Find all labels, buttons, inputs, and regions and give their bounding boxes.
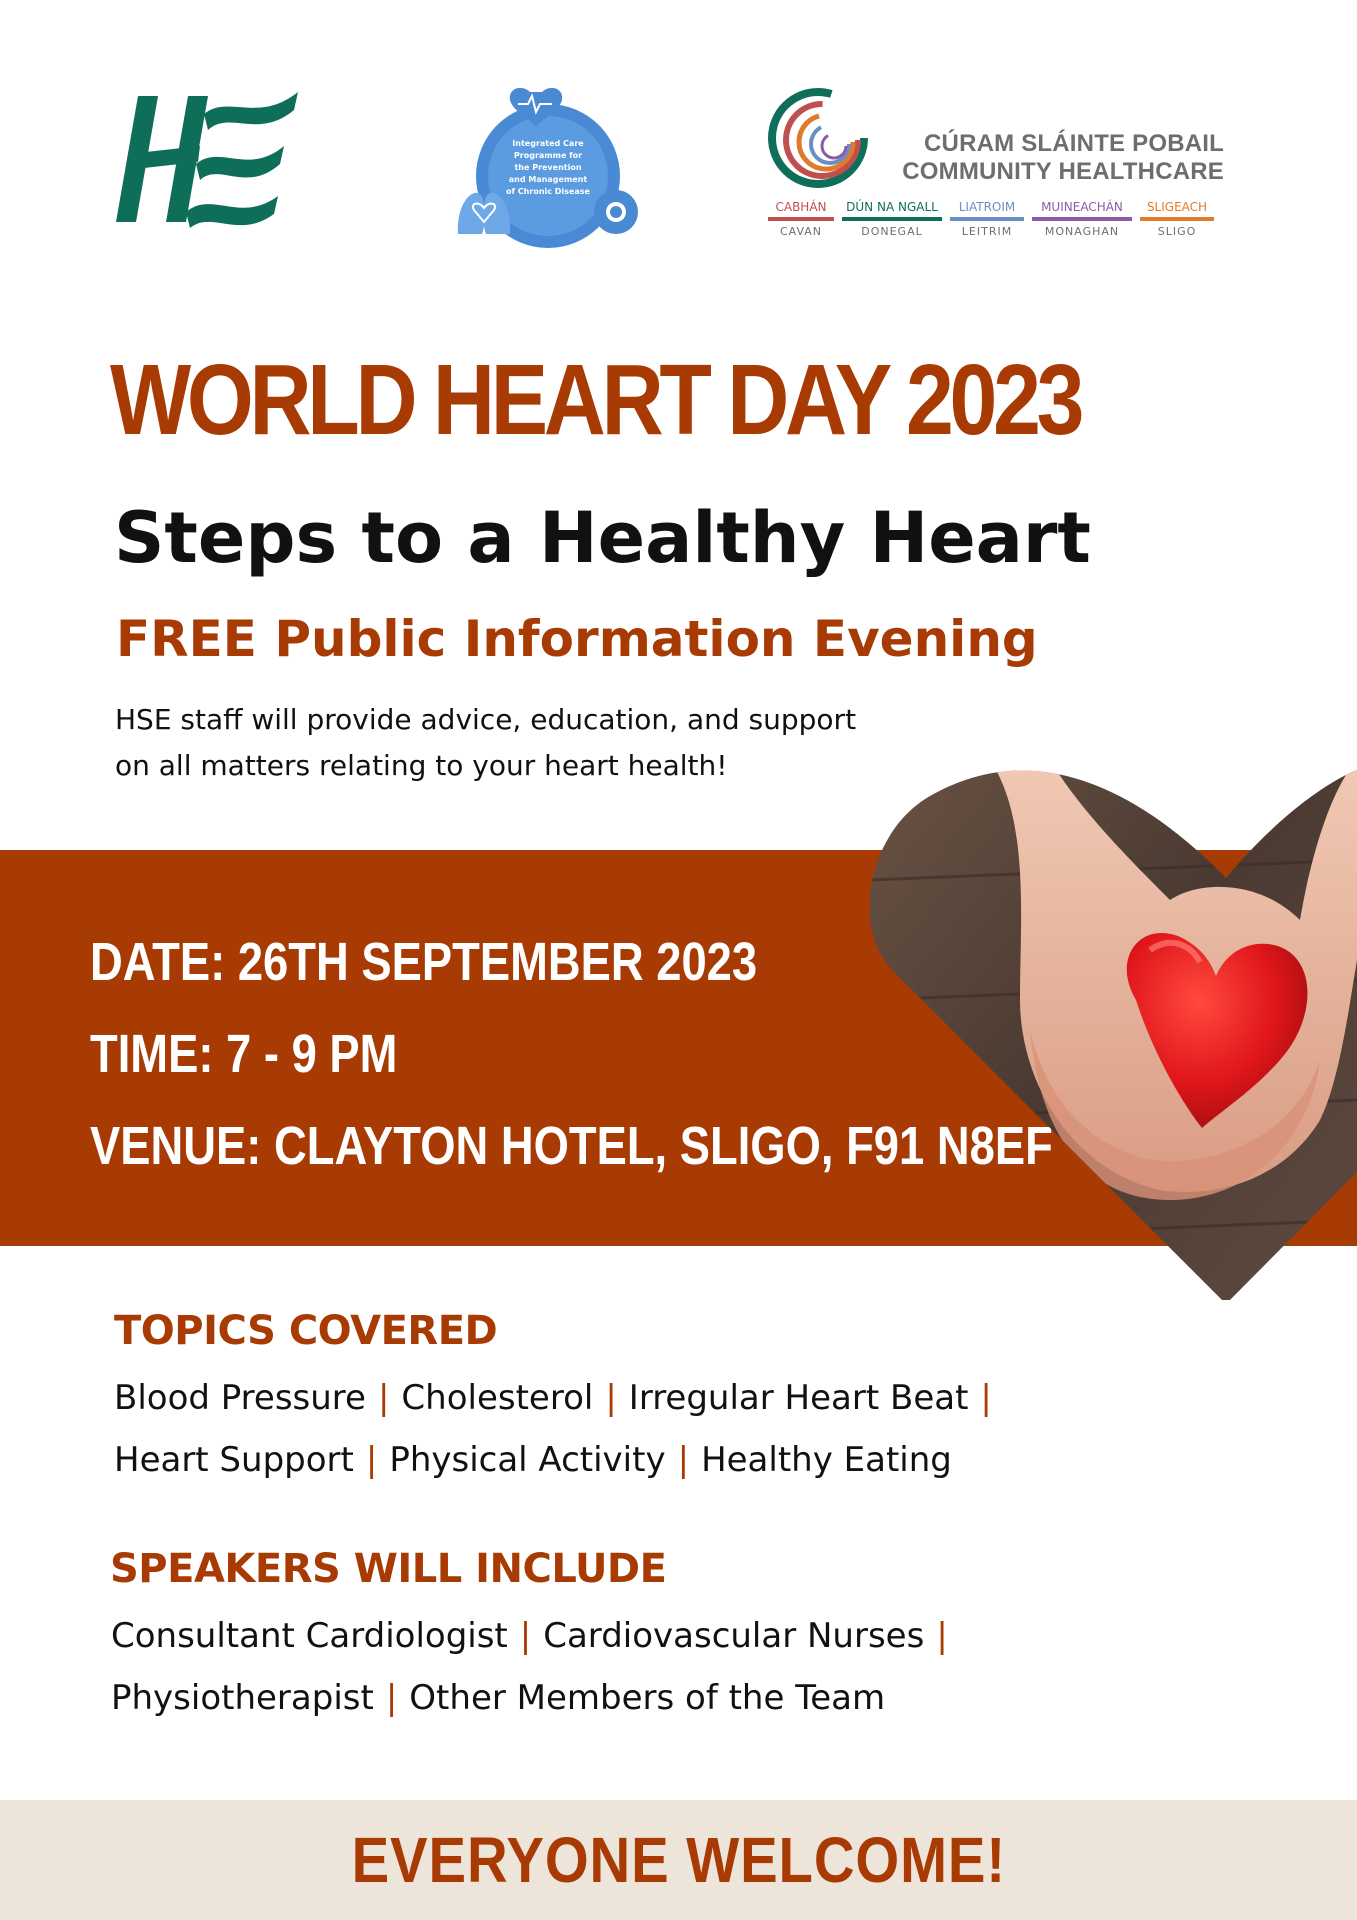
separator: | — [677, 1440, 690, 1480]
hse-logo — [108, 84, 304, 234]
community-healthcare-swirl-icon — [768, 88, 868, 188]
page-title: WORLD HEART DAY 2023 — [110, 344, 1081, 456]
svg-text:Programme for: Programme for — [513, 151, 583, 160]
county-monaghan: MUINEACHÁN MONAGHAN — [1032, 200, 1132, 239]
separator: | — [519, 1616, 532, 1656]
footer-welcome-text: EVERYONE WELCOME! — [351, 1824, 1006, 1896]
county-sligo: SLIGEACH SLIGO — [1140, 200, 1214, 239]
topics-heading: TOPICS COVERED — [114, 1308, 498, 1354]
county-leitrim: LIATROIM LEITRIM — [950, 200, 1024, 239]
topic-item: Healthy Eating — [701, 1440, 952, 1480]
topic-item: Blood Pressure — [114, 1378, 366, 1418]
speakers-line-1 — [111, 1612, 960, 1660]
speaker-item: Consultant Cardiologist — [111, 1616, 508, 1656]
event-type: FREE Public Information Evening — [116, 610, 1038, 668]
event-time: TIME: 7 - 9 PM — [90, 1024, 398, 1084]
topic-item: Cholesterol — [401, 1378, 594, 1418]
topics-line-2 — [114, 1436, 952, 1484]
county-cavan: CABHÁN CAVAN — [768, 200, 834, 239]
community-healthcare-irish-title: CÚRAM SLÁINTE POBAIL — [924, 130, 1224, 157]
page-subtitle: Steps to a Healthy Heart — [114, 497, 1091, 579]
footer-band — [0, 1800, 1357, 1920]
separator: | — [936, 1616, 948, 1656]
speaker-item: Physiotherapist — [111, 1678, 374, 1718]
event-date: DATE: 26TH SEPTEMBER 2023 — [90, 932, 758, 992]
separator: | — [605, 1378, 617, 1418]
svg-text:Integrated Care: Integrated Care — [512, 139, 584, 148]
topic-item: Physical Activity — [389, 1440, 666, 1480]
intro-text-line-1: HSE staff will provide advice, education, and support — [115, 703, 857, 736]
separator: | — [365, 1440, 378, 1480]
integrated-care-programme-logo — [452, 84, 642, 254]
separator: | — [980, 1378, 992, 1418]
separator: | — [385, 1678, 398, 1718]
separator: | — [377, 1378, 390, 1418]
svg-text:and Management: and Management — [508, 175, 588, 184]
speakers-line-2 — [111, 1674, 885, 1722]
topic-item: Heart Support — [114, 1440, 354, 1480]
speaker-item: Other Members of the Team — [409, 1678, 886, 1718]
hands-holding-heart-image — [870, 700, 1357, 1300]
svg-text:of Chronic Disease: of Chronic Disease — [506, 187, 590, 196]
event-venue: VENUE: CLAYTON HOTEL, SLIGO, F91 N8EF — [90, 1116, 1053, 1176]
community-healthcare-logo — [768, 88, 1224, 248]
svg-text:the Prevention: the Prevention — [514, 163, 582, 172]
topics-line-1 — [114, 1374, 1004, 1422]
community-healthcare-english-title: COMMUNITY HEALTHCARE — [902, 158, 1224, 185]
topic-item: Irregular Heart Beat — [628, 1378, 969, 1418]
speakers-heading: SPEAKERS WILL INCLUDE — [110, 1546, 667, 1592]
speaker-item: Cardiovascular Nurses — [543, 1616, 925, 1656]
county-donegal: DÚN NA NGALL DONEGAL — [842, 200, 942, 239]
intro-text-line-2: on all matters relating to your heart health! — [115, 749, 728, 782]
